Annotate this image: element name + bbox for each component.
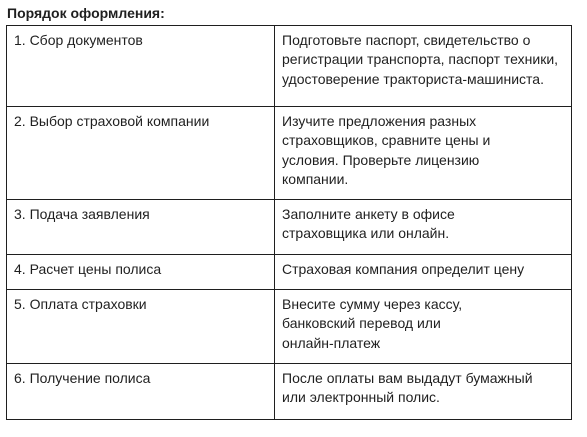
table-row — [7, 200, 572, 255]
table-row — [7, 26, 572, 107]
step-description-text: Подготовьте паспорт, свидетельство о регистрации транспорта, паспорт техники, удостоверение тракториста-машиниста. — [282, 32, 559, 87]
step-description-cell — [275, 255, 572, 290]
step-description-cell — [275, 364, 572, 420]
step-name-cell: 6. Получение полиса — [7, 364, 275, 420]
step-name-cell: 3. Подача заявления — [7, 200, 275, 255]
page-title: Порядок оформления: — [7, 5, 165, 21]
step-name-cell: 1. Сбор документов — [7, 26, 275, 107]
table-row — [7, 290, 572, 364]
step-name-cell: 4. Расчет цены полиса — [7, 255, 275, 290]
steps-table — [6, 25, 572, 420]
step-description-cell — [275, 290, 572, 364]
table-row — [7, 107, 572, 200]
table-row — [7, 364, 572, 420]
step-description-text: Внесите сумму через кассу, банковский перевод или онлайн-платеж — [282, 296, 463, 351]
step-description-cell — [275, 107, 572, 200]
step-description-cell — [275, 26, 572, 107]
table-row — [7, 255, 572, 290]
step-description-text: Изучите предложения разных страховщиков, сравните цены и условия. Проверьте лицензию компании. — [282, 113, 491, 188]
step-name-cell: 2. Выбор страховой компании — [7, 107, 275, 200]
step-description-text: После оплаты вам выдадут бумажный или электронный полис. — [282, 370, 533, 406]
step-name-cell: 5. Оплата страховки — [7, 290, 275, 364]
step-description-text: Страховая компания определит цену — [282, 261, 525, 277]
step-description-text: Заполните анкету в офисе страховщика или онлайн. — [282, 206, 455, 242]
step-description-cell — [275, 200, 572, 255]
